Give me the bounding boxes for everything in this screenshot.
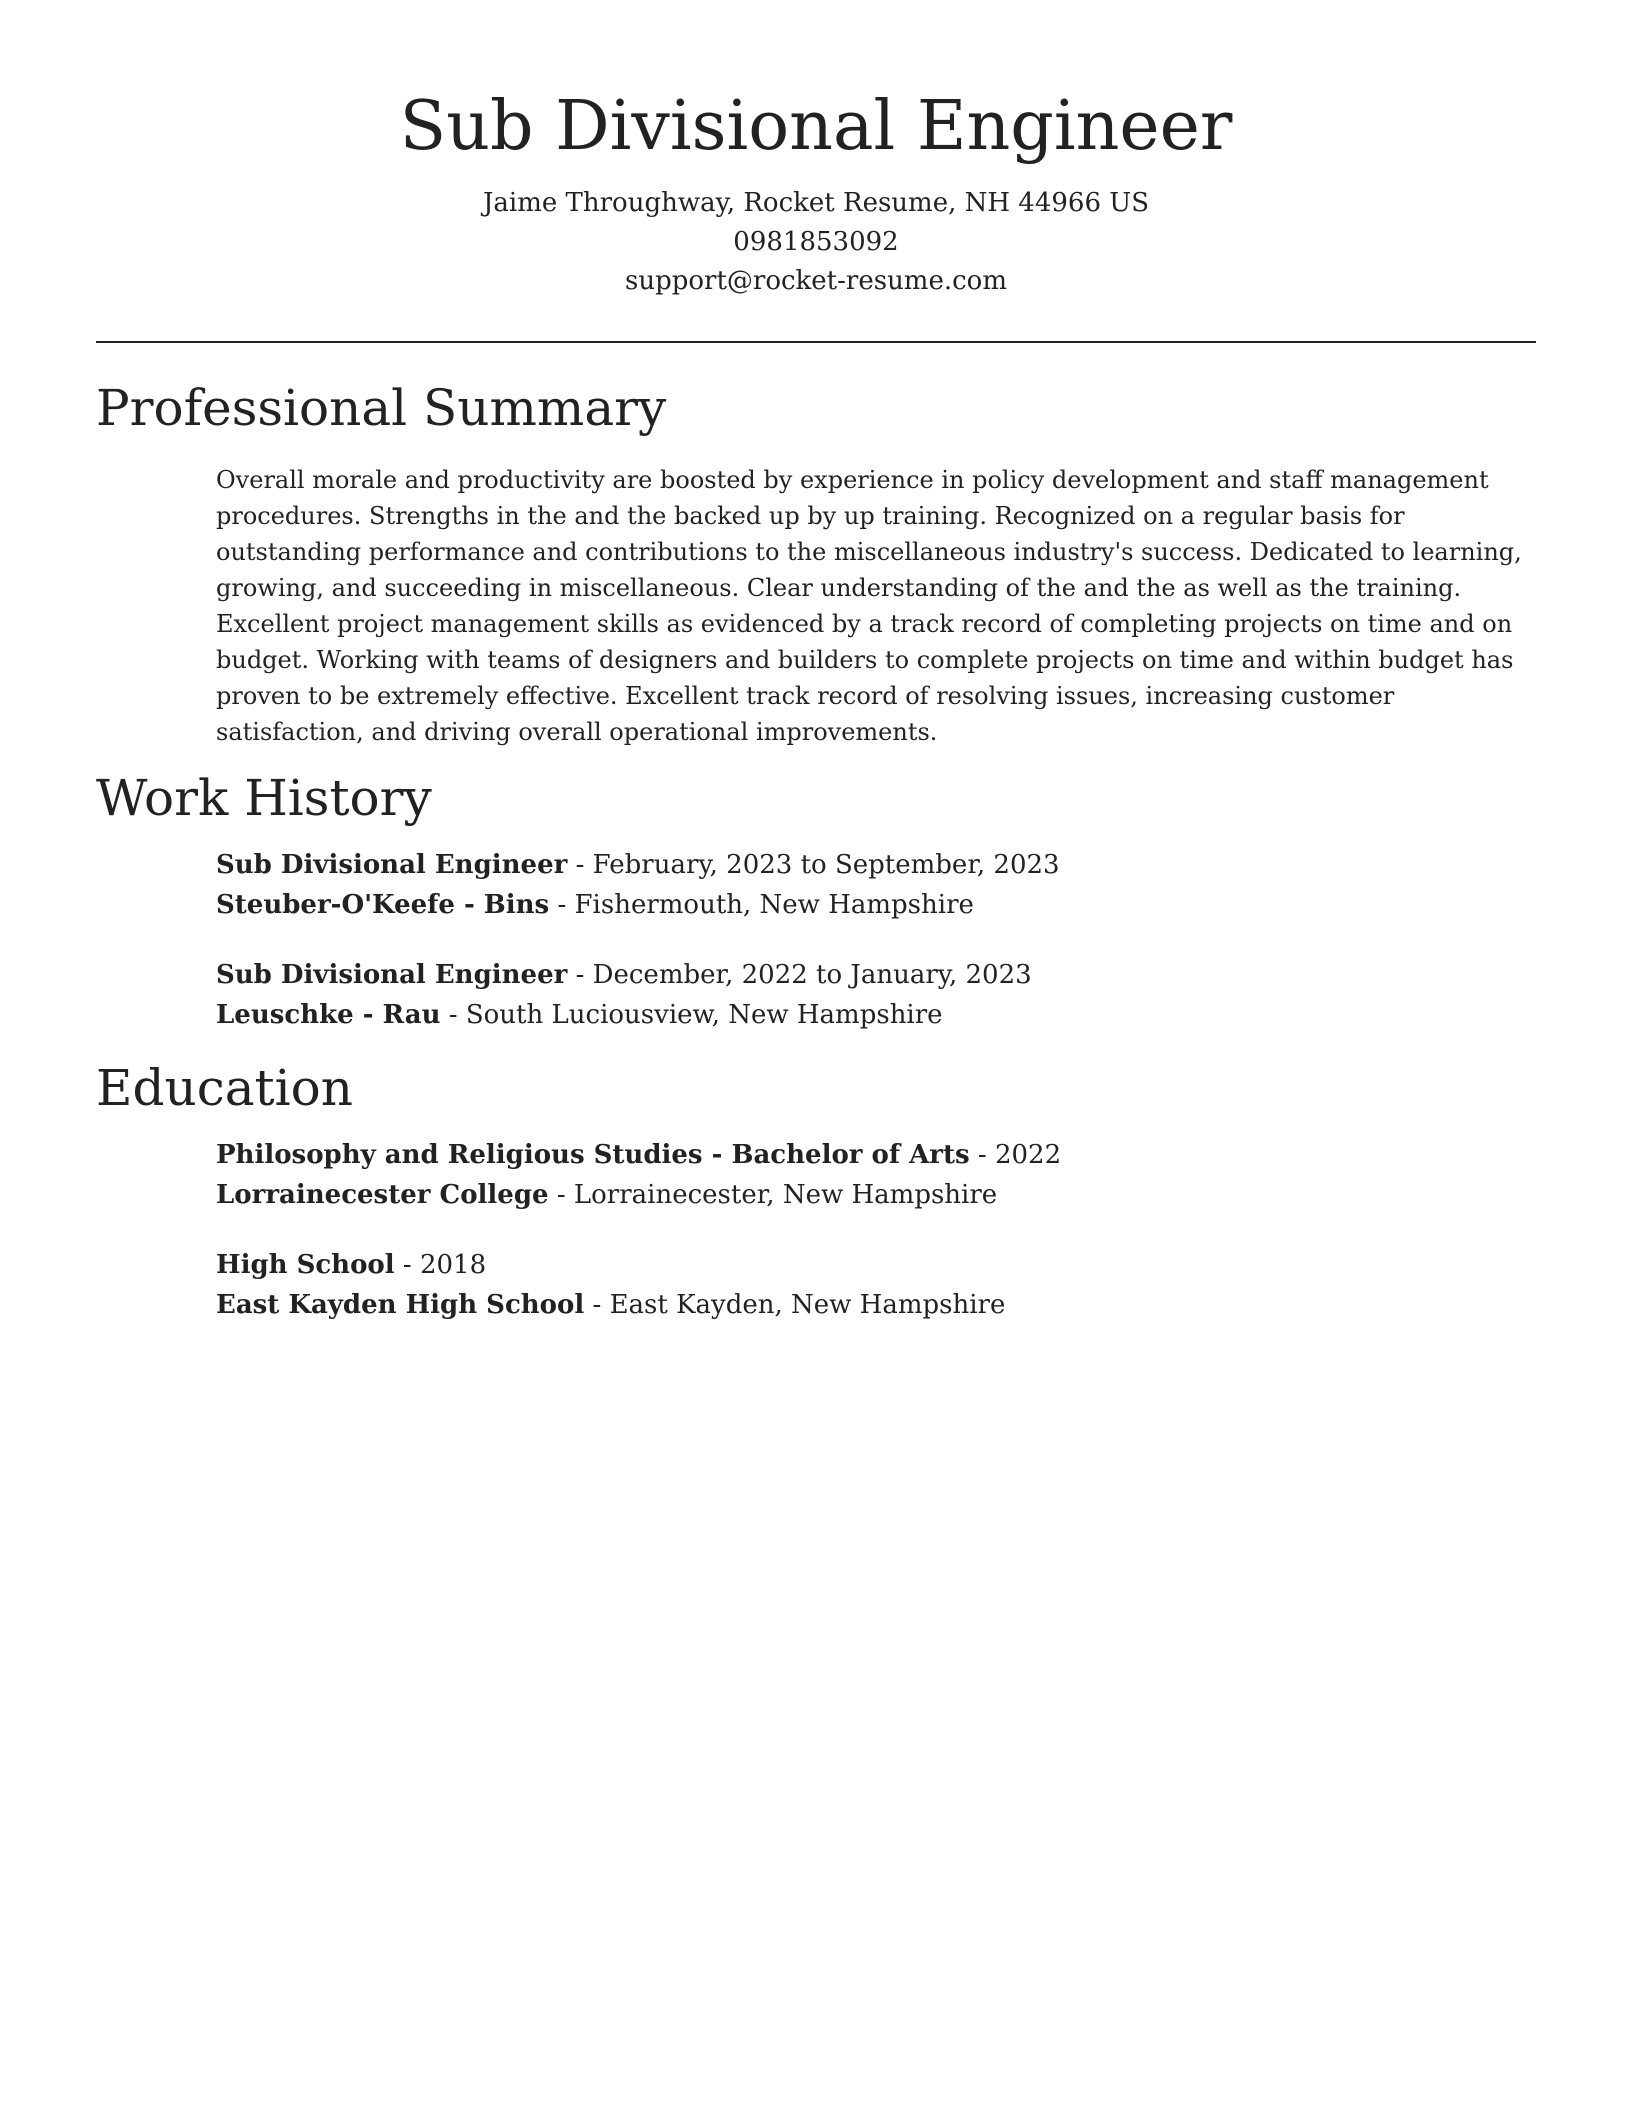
job-title: Sub Divisional Engineer [216, 960, 568, 990]
school-name: East Kayden High School [216, 1290, 585, 1320]
degree-name: Philosophy and Religious Studies - Bachelor of Arts [216, 1140, 970, 1170]
education-heading: Education [96, 1059, 353, 1117]
company-location: - Fishermouth, New Hampshire [549, 890, 974, 920]
education-entry-degree-line [216, 1245, 1536, 1285]
school-location: - East Kayden, New Hampshire [584, 1290, 1006, 1320]
summary-text: Overall morale and productivity are boosted by experience in policy development and staff management procedures. Strengths in the and the backed up by up training. Recognized on a regular basis for outstanding performance and contributions to the miscellaneous industry's success. Dedicated to learning, growing, and succeeding in miscellaneous. Clear understanding of the and the as well as the training. Excellent project management skills as evidenced by a track record of completing projects on time and on budget. Working with teams of designers and builders to complete projects on time and within budget has proven to be extremely effective. Excellent track record of resolving issues, increasing customer satisfaction, and driving overall operational improvements. [216, 466, 1522, 746]
education-entry [216, 1135, 1536, 1215]
work-entry-title-line [216, 955, 1536, 995]
degree-name: High School [216, 1250, 395, 1280]
phone-text: 0981853092 [733, 227, 899, 257]
education-entry [216, 1245, 1536, 1325]
email-text: support@rocket-resume.com [624, 266, 1007, 296]
company-location: - South Luciousview, New Hampshire [440, 1000, 943, 1030]
work-entry-title-line [216, 845, 1536, 885]
work-history-heading: Work History [96, 769, 432, 827]
school-name: Lorrainecester College [216, 1180, 549, 1210]
school-location: - Lorrainecester, New Hampshire [548, 1180, 998, 1210]
summary-heading: Professional Summary [96, 379, 667, 437]
company-name: Leuschke - Rau [216, 1000, 441, 1030]
work-entry [216, 845, 1536, 925]
address-text: Jaime Throughway, Rocket Resume, NH 44966 US [482, 188, 1150, 218]
job-title: Sub Divisional Engineer [216, 850, 568, 880]
work-entry-company-line [216, 995, 1536, 1035]
page-title: Sub Divisional Engineer [399, 87, 1233, 166]
education-entry-school-line [216, 1285, 1536, 1325]
education-entry-school-line [216, 1175, 1536, 1215]
header-divider [96, 341, 1536, 343]
job-dates: - February, 2023 to September, 2023 [567, 850, 1060, 880]
education-entry-degree-line [216, 1135, 1536, 1175]
graduation-year: - 2018 [394, 1250, 487, 1280]
work-entry-company-line [216, 885, 1536, 925]
resume-header [0, 84, 1632, 301]
contact-info [0, 184, 1632, 301]
graduation-year: - 2022 [969, 1140, 1062, 1170]
work-entry [216, 955, 1536, 1035]
company-name: Steuber-O'Keefe - Bins [216, 890, 550, 920]
job-dates: - December, 2022 to January, 2023 [567, 960, 1032, 990]
